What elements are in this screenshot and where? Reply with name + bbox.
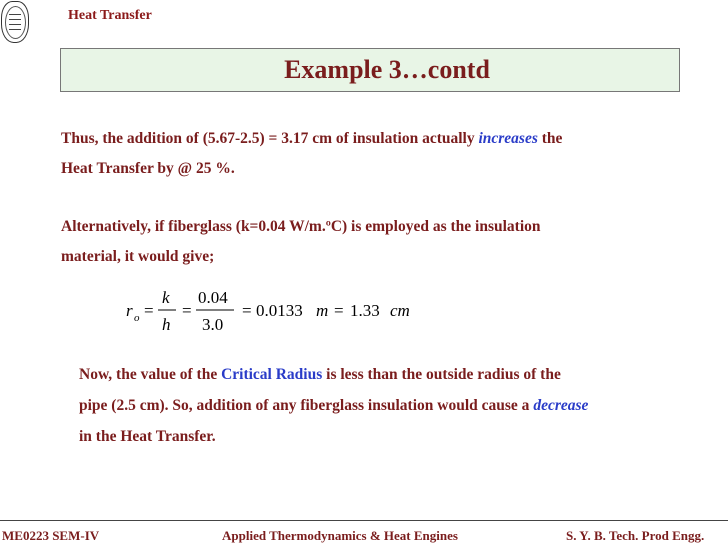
eq-equals-2: =	[182, 301, 192, 320]
para3-text-d: in the Heat Transfer.	[79, 428, 216, 445]
paragraph-critical-radius	[79, 359, 699, 452]
eq-frac1-den: h	[162, 315, 171, 334]
eq-value-cm: 1.33	[350, 301, 380, 320]
eq-unit-cm: cm	[390, 301, 410, 320]
para2-line1: Alternatively, if fiberglass (k=0.04 W/m.ºC) is employed as the insulation	[61, 218, 541, 235]
footer-divider	[0, 520, 728, 521]
institute-logo-icon	[1, 1, 29, 43]
eq-value-m: 0.0133	[256, 301, 303, 320]
para3-emphasis-critical-radius: Critical Radius	[221, 366, 323, 383]
para1-emphasis-increases: increases	[478, 130, 538, 147]
logo-stripe	[9, 19, 21, 20]
eq-frac2-den: 3.0	[202, 315, 224, 334]
eq-frac2-num: 0.04	[198, 288, 228, 307]
para3-text-b: is less than the outside radius of the	[322, 366, 561, 383]
para3-emphasis-decrease: decrease	[533, 397, 589, 414]
eq-unit-m: m	[316, 301, 329, 320]
eq-frac1-num: k	[162, 288, 170, 307]
logo-stripe	[9, 29, 21, 30]
footer-subject: Applied Thermodynamics & Heat Engines	[222, 528, 458, 543]
eq-equals-4: =	[334, 301, 344, 320]
para1-text-c: Heat Transfer by @ 25 %	[61, 160, 231, 177]
slide-title: Example 3…contd	[284, 55, 490, 84]
para1-text-b: the	[537, 130, 563, 147]
slide-title-box	[60, 48, 680, 92]
eq-lhs-sub: o	[134, 312, 140, 324]
eq-equals-1: =	[144, 301, 154, 320]
para1-text-d: .	[230, 160, 235, 177]
header-title: Heat Transfer	[68, 8, 152, 23]
para2-line2: material, it would give;	[61, 248, 215, 265]
logo-stripe	[9, 24, 21, 25]
paragraph-fiberglass	[61, 212, 701, 272]
footer-program: S. Y. B. Tech. Prod Engg.	[566, 528, 705, 543]
logo-ring	[5, 6, 26, 39]
para3-text-a: Now, the value of the	[79, 366, 222, 383]
para1-text-a: Thus, the addition of (5.67-2.5) = 3.17 cm of insulation actually	[61, 130, 479, 147]
critical-radius-equation	[118, 284, 438, 344]
footer-course-code: ME0223 SEM-IV	[2, 528, 100, 543]
eq-equals-3: =	[242, 301, 252, 320]
eq-lhs-var: r	[126, 301, 133, 320]
paragraph-insulation-increase	[61, 124, 701, 184]
para3-text-c: pipe (2.5 cm). So, addition of any fiberglass insulation would cause a	[79, 397, 534, 414]
logo-stripe	[9, 14, 21, 15]
